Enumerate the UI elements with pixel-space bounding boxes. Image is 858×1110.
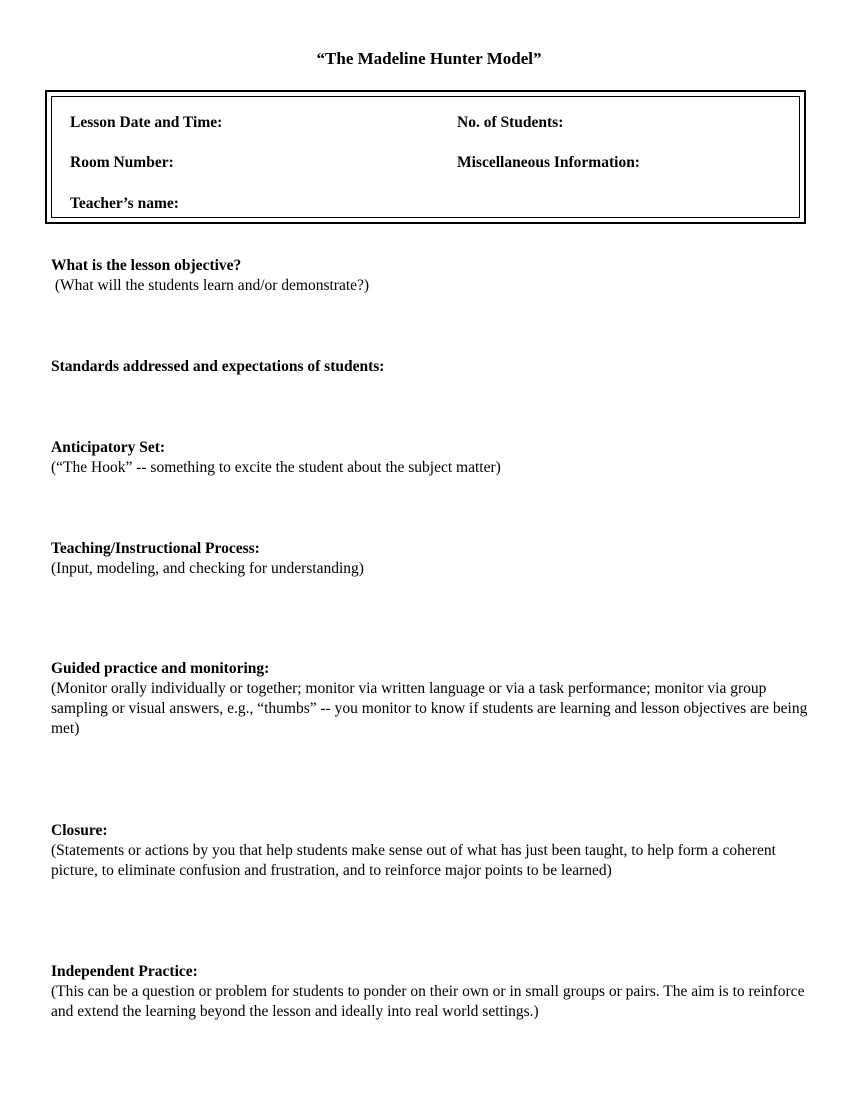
- section-heading: Independent Practice:: [51, 963, 198, 980]
- section-heading: Closure:: [51, 822, 108, 839]
- section-heading: Teaching/Instructional Process:: [51, 540, 260, 557]
- section-heading: Anticipatory Set:: [51, 439, 166, 456]
- teacher-name-label: Teacher’s name:: [70, 195, 179, 212]
- section-heading: Guided practice and monitoring:: [51, 660, 270, 677]
- section-heading: What is the lesson objective?: [51, 257, 242, 274]
- section-anticipatory-set: [51, 438, 811, 478]
- number-of-students-label: No. of Students:: [457, 114, 564, 131]
- lesson-date-label: Lesson Date and Time:: [70, 114, 223, 131]
- miscellaneous-information-label: Miscellaneous Information:: [457, 154, 640, 171]
- page-title: “The Madeline Hunter Model”: [316, 49, 542, 68]
- lesson-info-box: [45, 90, 806, 224]
- section-description: (Statements or actions by you that help students make sense out of what has just been taught, to help form a coherent picture, to eliminate confusion and frustration, and to reinforce major points to be learned): [51, 842, 776, 879]
- section-teaching-process: [51, 539, 811, 579]
- section-description: (Monitor orally individually or together; monitor via written language or via a task performance; monitor via group sampling or visual answers, e.g., “thumbs” -- you monitor to know if students are learning and lesson objectives are being met): [51, 680, 808, 737]
- section-guided-practice: [51, 659, 811, 739]
- section-heading: Standards addressed and expectations of students:: [51, 358, 385, 375]
- room-number-label: Room Number:: [70, 154, 174, 171]
- section-description: (This can be a question or problem for students to ponder on their own or in small groups or pairs. The aim is to reinforce and extend the learning beyond the lesson and ideally into real world settings.): [51, 983, 805, 1020]
- section-description: (Input, modeling, and checking for understanding): [51, 560, 364, 577]
- section-lesson-objective: [51, 256, 811, 296]
- section-independent-practice: [51, 962, 811, 1022]
- section-description: (“The Hook” -- something to excite the student about the subject matter): [51, 459, 501, 476]
- section-standards: [51, 357, 811, 377]
- section-closure: [51, 821, 811, 881]
- section-description: (What will the students learn and/or demonstrate?): [51, 277, 370, 294]
